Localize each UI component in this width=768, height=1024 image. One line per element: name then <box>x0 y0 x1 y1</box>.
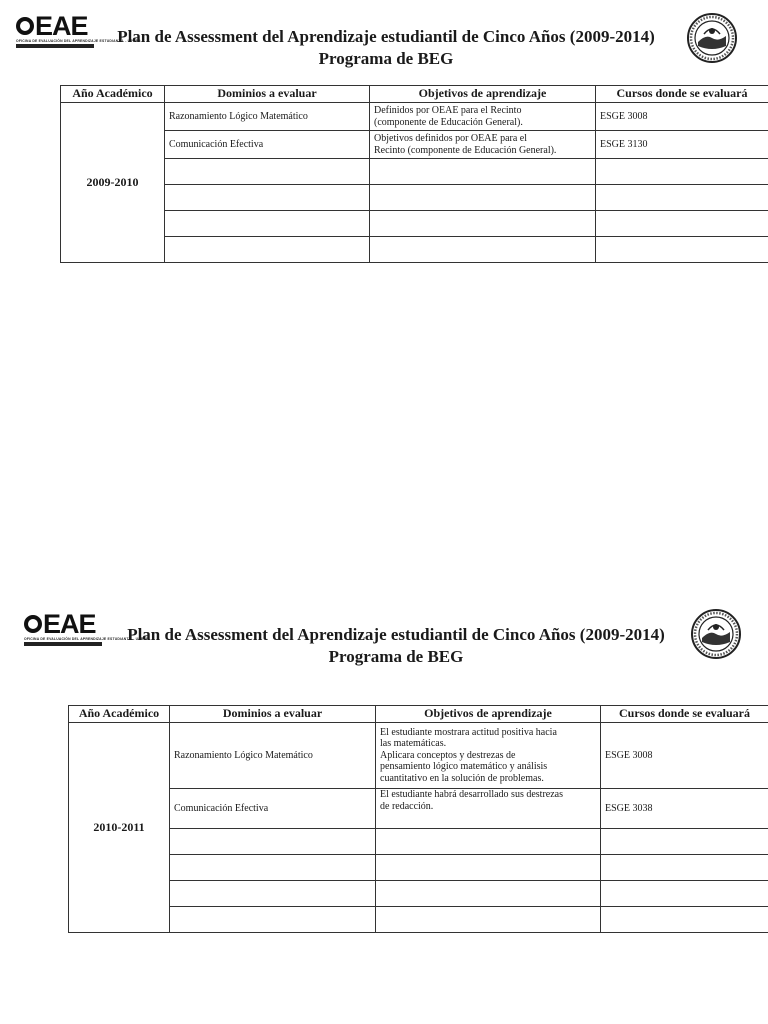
course-cell <box>596 185 768 211</box>
table-row <box>69 907 768 933</box>
header-courses: Cursos donde se evaluará <box>596 86 768 103</box>
domain-cell <box>165 211 370 237</box>
course-cell <box>596 211 768 237</box>
objective-line: Definidos por OEAE para el Recinto <box>374 105 522 116</box>
table-row <box>69 723 768 789</box>
program-title: Programa de BEG <box>318 49 454 68</box>
title-block <box>106 624 686 668</box>
objective-line: pensamiento lógico matemático y análisis <box>380 761 548 773</box>
objective-line: Objetivos definidos por OEAE para el <box>374 133 528 144</box>
objectives-cell <box>370 159 596 185</box>
table-header-row <box>61 86 768 103</box>
objective-line: El estudiante mostrara actitud positiva hacia <box>380 726 557 738</box>
objective-line: (componente de Educación General). <box>374 116 523 128</box>
table-row <box>69 881 768 907</box>
header-objectives: Objetivos de aprendizaje <box>370 86 596 103</box>
logo-mark-text: EAE <box>35 11 88 41</box>
header-objectives: Objetivos de aprendizaje <box>376 706 601 723</box>
header-domains: Dominios a evaluar <box>170 706 376 723</box>
course-cell: ESGE 3008 <box>601 723 768 789</box>
domain-cell <box>170 855 376 881</box>
objectives-cell <box>370 237 596 263</box>
logo-ring-icon <box>16 17 34 35</box>
objective-line: Recinto (componente de Educación General). <box>374 144 557 156</box>
course-cell <box>601 829 768 855</box>
page-title: Plan de Assessment del Aprendizaje estudiantil de Cinco Años (2009-2014) <box>117 27 655 46</box>
logo-bar <box>24 642 102 646</box>
logo-mark-text: EAE <box>43 609 96 639</box>
assessment-table <box>60 85 768 263</box>
academic-year: 2010-2011 <box>69 723 170 933</box>
domain-cell: Razonamiento Lógico Matemático <box>165 103 370 131</box>
objectives-cell <box>370 185 596 211</box>
table-row <box>69 829 768 855</box>
objective-line: de redacción. <box>380 800 434 812</box>
course-cell <box>601 881 768 907</box>
university-seal-icon <box>690 608 742 660</box>
objectives-cell <box>370 131 596 159</box>
course-cell: ESGE 3038 <box>601 789 768 829</box>
table-row <box>61 237 768 263</box>
objective-line: El estudiante habrá desarrollado sus destrezas <box>380 789 563 800</box>
objective-line: cuantitativo en la solución de problemas. <box>380 772 544 784</box>
objectives-cell <box>376 907 601 933</box>
domain-cell <box>170 881 376 907</box>
table-header-row <box>69 706 768 723</box>
table-row <box>61 185 768 211</box>
title-block <box>96 26 676 70</box>
course-cell: ESGE 3130 <box>596 131 768 159</box>
header-year: Año Académico <box>69 706 170 723</box>
objectives-cell <box>376 855 601 881</box>
logo-bar <box>16 44 94 48</box>
table-row <box>61 131 768 159</box>
header-year: Año Académico <box>61 86 165 103</box>
header-courses: Cursos donde se evaluará <box>601 706 768 723</box>
objectives-cell <box>376 723 601 789</box>
logo-subtitle: OFICINA DE EVALUACIÓN DEL APRENDIZAJE ESTUDIANTIL - UPRRP <box>16 39 141 43</box>
domain-cell <box>165 159 370 185</box>
course-cell <box>596 159 768 185</box>
program-title: Programa de BEG <box>328 647 464 666</box>
course-cell <box>601 907 768 933</box>
objectives-cell <box>370 103 596 131</box>
oeae-logo <box>24 609 149 646</box>
table-row <box>61 103 768 131</box>
logo-subtitle: OFICINA DE EVALUACIÓN DEL APRENDIZAJE ESTUDIANTIL - UPRRP <box>24 637 149 641</box>
domain-cell <box>165 237 370 263</box>
domain-cell: Comunicación Efectiva <box>170 789 376 829</box>
domain-cell <box>170 829 376 855</box>
objectives-cell <box>376 789 601 829</box>
objectives-cell <box>376 829 601 855</box>
university-seal-icon <box>686 12 738 64</box>
objective-line: las matemáticas. <box>380 738 447 750</box>
domain-cell <box>170 907 376 933</box>
objectives-cell <box>376 881 601 907</box>
assessment-table <box>68 705 768 933</box>
table-row <box>69 789 768 829</box>
domain-cell: Comunicación Efectiva <box>165 131 370 159</box>
objective-line: Aplicara conceptos y destrezas de <box>380 749 516 761</box>
course-cell <box>601 855 768 881</box>
academic-year: 2009-2010 <box>61 103 165 263</box>
objectives-cell <box>370 211 596 237</box>
header-domains: Dominios a evaluar <box>165 86 370 103</box>
page-title: Plan de Assessment del Aprendizaje estudiantil de Cinco Años (2009-2014) <box>127 625 665 644</box>
domain-cell <box>165 185 370 211</box>
logo-ring-icon <box>24 615 42 633</box>
oeae-logo <box>16 11 141 48</box>
table-row <box>61 211 768 237</box>
table-row <box>69 855 768 881</box>
course-cell <box>596 237 768 263</box>
table-row <box>61 159 768 185</box>
domain-cell: Razonamiento Lógico Matemático <box>170 723 376 789</box>
course-cell: ESGE 3008 <box>596 103 768 131</box>
